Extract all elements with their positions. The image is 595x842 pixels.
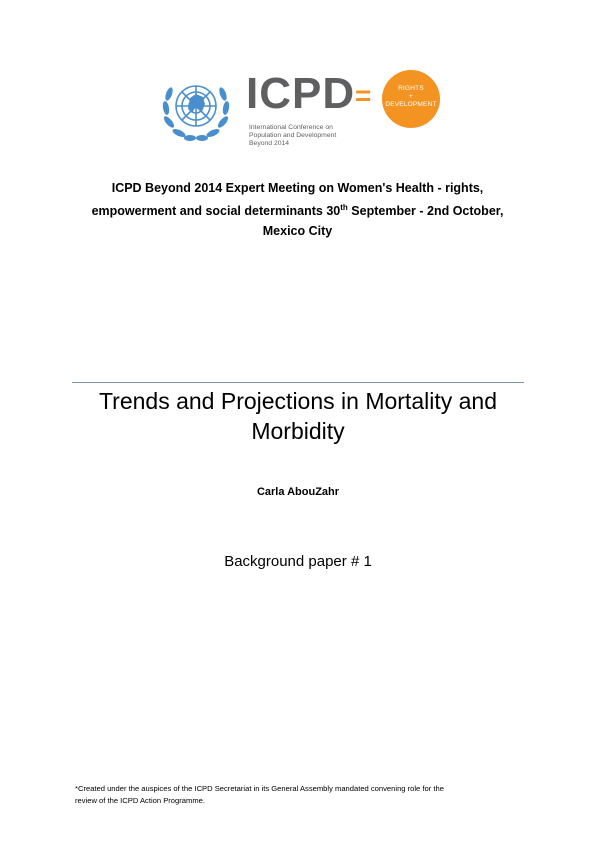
ordinal-suffix: th xyxy=(340,203,348,212)
icpd-subtitle-line: Population and Development xyxy=(249,132,337,139)
meeting-heading xyxy=(80,178,515,241)
footnote-line: *Created under the auspices of the ICPD Secretariat in its General Assembly mandated convening role for the xyxy=(75,784,444,793)
title-rule xyxy=(72,382,524,383)
icpd-subtitle-line: Beyond 2014 xyxy=(249,140,290,147)
meeting-line: ICPD Beyond 2014 Expert Meeting on Women's Health - rights, xyxy=(111,181,484,195)
logo-bar xyxy=(160,68,450,154)
footnote-line: review of the ICPD Action Programme. xyxy=(75,796,205,805)
author-name: Carla AbouZahr xyxy=(256,486,340,498)
title-line: Morbidity xyxy=(251,418,345,444)
icpd-subtitle xyxy=(249,124,336,148)
icpd-wordmark: ICPD xyxy=(246,69,356,118)
badge-line: + xyxy=(409,93,413,100)
un-emblem-icon xyxy=(160,72,232,144)
equals-sign: = xyxy=(355,80,372,111)
meeting-line xyxy=(80,198,515,221)
document-title xyxy=(72,386,524,446)
badge-line: DEVELOPMENT xyxy=(385,101,437,108)
icpd-subtitle-line: International Conference on xyxy=(249,124,333,131)
rights-development-badge xyxy=(382,70,440,128)
paper-label: Background paper # 1 xyxy=(224,553,372,570)
meeting-text: empowerment and social determinants 30 xyxy=(91,204,341,219)
meeting-line: Mexico City xyxy=(262,224,333,239)
meeting-text: September - 2nd October, xyxy=(347,204,504,219)
footnote xyxy=(75,783,525,807)
badge-line: RIGHTS xyxy=(398,85,424,92)
title-line: Trends and Projections in Mortality and xyxy=(98,388,497,414)
